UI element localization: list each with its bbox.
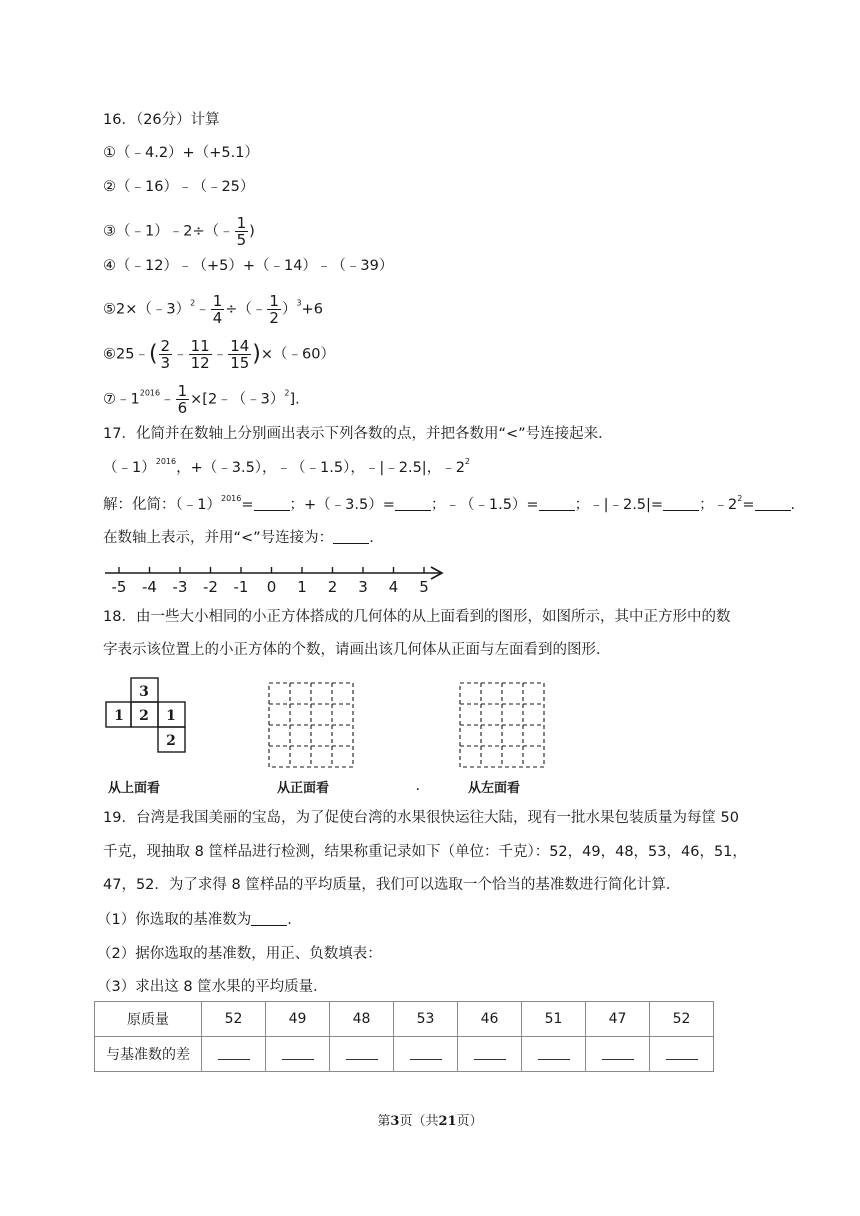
label-top-view: 从上面看 xyxy=(108,781,161,796)
axis-tick-label: -4 xyxy=(142,578,157,596)
q19-line-2: 千克，现抽取 8 筐样品进行检测，结果称重记录如下（单位：千克）：52，49，48，53，46，51， xyxy=(103,844,747,860)
table-blank-cell[interactable] xyxy=(266,1037,330,1072)
axis-tick-label: -5 xyxy=(111,578,127,596)
table-blank-cell[interactable] xyxy=(586,1037,650,1072)
axis-tick-label: 1 xyxy=(297,578,307,596)
axis-tick-label: 5 xyxy=(419,578,429,596)
table-row xyxy=(95,1037,714,1072)
q16-item-5: ⑤2×（﹣3）$^2$﹣ $\frac{1}{4}$ ÷（﹣ $\frac{1}{2}$ ）$^3$+6 xyxy=(103,292,323,327)
fraction: $\frac{11}{12}$ xyxy=(190,337,210,372)
weight-table xyxy=(94,1001,714,1072)
top-cell-value: 2 xyxy=(139,708,149,724)
q16-item-4: ④（﹣12）﹣（+5）+（﹣14）﹣（﹣39） xyxy=(103,258,394,274)
table-cell: 52 xyxy=(202,1002,266,1037)
axis-tick-label: -2 xyxy=(203,578,218,596)
q16-item-2: ②（﹣16）﹣（﹣25） xyxy=(103,179,255,195)
page-footer: 第3页（共21页） xyxy=(377,1114,483,1129)
table-header: 原质量 xyxy=(95,1002,202,1037)
q16-title: 16．（26分）计算 xyxy=(103,112,220,128)
q18-line-1: 18．由一些大小相同的小正方体搭成的几何体的从上面看到的图形，如图所示，其中正方形中的数 xyxy=(103,609,731,625)
table-blank-cell[interactable] xyxy=(522,1037,586,1072)
table-blank-cell[interactable] xyxy=(202,1037,266,1072)
q17-axis-instruction: 在数轴上表示，并用“<”号连接为： . xyxy=(103,530,374,546)
view-figures xyxy=(103,672,553,798)
answer-blank[interactable] xyxy=(539,496,575,511)
axis-tick-label: -1 xyxy=(233,578,249,596)
answer-blank[interactable] xyxy=(254,496,290,511)
q19-line-1: 19．台湾是我国美丽的宝岛，为了促使台湾的水果很快运往大陆，现有一批水果包装质量为每筐 50 xyxy=(103,810,740,826)
q19-part-3: （3）求出这 8 筐水果的平均质量． xyxy=(97,979,328,995)
axis-tick-label: 3 xyxy=(358,578,368,596)
table-blank-cell[interactable] xyxy=(458,1037,522,1072)
table-row xyxy=(95,1002,714,1037)
table-blank-cell[interactable] xyxy=(330,1037,394,1072)
table-blank-cell[interactable] xyxy=(394,1037,458,1072)
top-cell-value: 1 xyxy=(114,708,124,724)
top-cell-value: 3 xyxy=(139,684,149,700)
fraction: $\frac{1}{5}$ xyxy=(236,214,247,249)
q16-item-7: $⑦﹣1^{2016}﹣$ $\frac{1}{6}$ ×[2﹣（﹣3）$^2$]. xyxy=(103,382,300,417)
table-cell: 51 xyxy=(522,1002,586,1037)
table-blank-cell[interactable] xyxy=(650,1037,714,1072)
q19-part-2: （2）据你选取的基准数，用正、负数填表： xyxy=(97,946,382,962)
number-line xyxy=(103,563,448,597)
q16-item-1: ①（﹣4.2）+（+5.1） xyxy=(103,145,259,161)
fraction: $\frac{14}{15}$ xyxy=(230,337,250,372)
q19-line-3: 47，52．为了求得 8 筐样品的平均质量，我们可以选取一个恰当的基准数进行简化计算． xyxy=(103,877,681,893)
label-left-view: 从左面看 xyxy=(468,781,521,796)
table-cell: 46 xyxy=(458,1002,522,1037)
q19-part-1: （1）你选取的基准数为 . xyxy=(97,912,292,928)
q18-line-2: 字表示该位置上的小正方体的个数，请画出该几何体从正面与左面看到的图形． xyxy=(103,642,611,658)
axis-tick-label: -3 xyxy=(172,578,188,596)
answer-blank[interactable] xyxy=(663,496,699,511)
table-header: 与基准数的差 xyxy=(95,1037,202,1072)
answer-blank[interactable] xyxy=(395,496,431,511)
q17-title: 17．化简并在数轴上分别画出表示下列各数的点，并把各数用“<”号连接起来． xyxy=(103,426,613,442)
q17-solution: 解：化简：（﹣1）$^{2016}$= ；+（﹣3.5）= ；﹣（﹣1.5）= ；﹣|﹣2.5|= ；$﹣2^2=$ . xyxy=(103,494,796,513)
table-cell: 48 xyxy=(330,1002,394,1037)
table-cell: 53 xyxy=(394,1002,458,1037)
stray-dot: . xyxy=(416,782,420,793)
q16-item-3: ③（﹣1）﹣2÷（﹣ $\frac{1}{5}$ ) xyxy=(103,214,255,249)
fraction: $\frac{1}{2}$ xyxy=(269,292,279,327)
page-number: 3 xyxy=(390,1114,400,1129)
fraction: $\frac{2}{3}$ xyxy=(160,337,171,372)
table-cell: 47 xyxy=(586,1002,650,1037)
axis-tick-label: 0 xyxy=(266,578,277,596)
table-cell: 52 xyxy=(650,1002,714,1037)
table-cell: 49 xyxy=(266,1002,330,1037)
label-front-view: 从正面看 xyxy=(277,781,330,796)
top-cell-value: 1 xyxy=(166,708,176,724)
answer-blank[interactable] xyxy=(333,529,369,544)
fraction: $\frac{1}{4}$ xyxy=(212,292,223,327)
axis-tick-label: 4 xyxy=(388,578,399,596)
top-cell-value: 2 xyxy=(166,733,176,749)
answer-blank[interactable] xyxy=(251,911,287,926)
page-total: 21 xyxy=(438,1114,457,1129)
q17-number-list: （﹣1）$^{2016}$，+（﹣3.5），﹣（﹣1.5），﹣|﹣2.5|，$﹣2^2$ xyxy=(103,457,471,476)
axis-tick-label: 2 xyxy=(327,578,338,596)
fraction: $\frac{1}{6}$ xyxy=(177,382,188,417)
answer-blank[interactable] xyxy=(755,496,791,511)
q16-item-6: ⑥25﹣( $\frac{2}{3}$ ﹣ $\frac{11}{12}$ ﹣ $\frac{14}{15}$ )×（﹣60） xyxy=(103,337,335,372)
